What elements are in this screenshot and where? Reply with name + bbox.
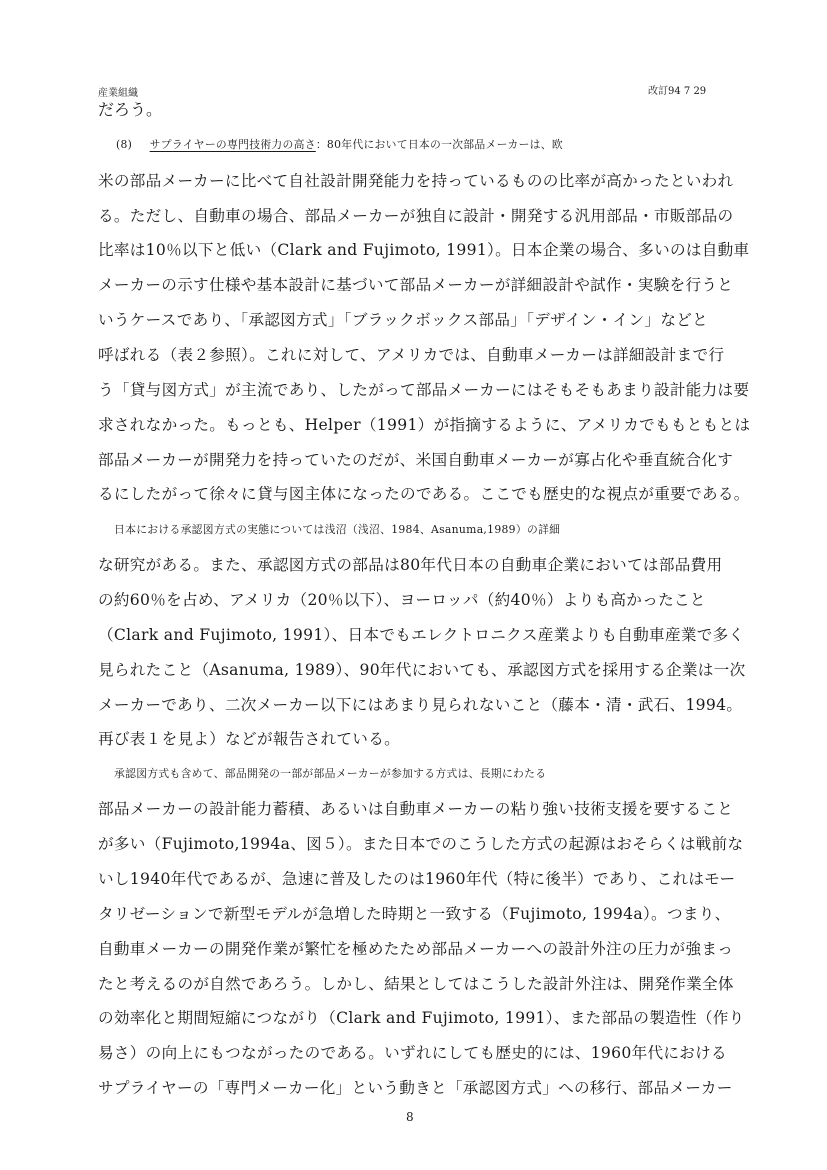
paragraph-1-line: る。ただし、自動車の場合、部品メーカーが独自に設計・開発する汎用部品・市販部品の <box>98 207 734 225</box>
header-revision-date: 改訂94 7 29 <box>648 86 707 97</box>
paragraph-2-line: 再び表１を見よ）などが報告されている。 <box>98 730 400 748</box>
paragraph-2-line: の約60％を占め、アメリカ（20％以下）、ヨーロッパ（約40％）よりも高かったこと <box>98 591 706 609</box>
paragraph-1-heading: サプライヤーの専門技術力の高さ <box>149 138 316 151</box>
paragraph-2-line: 見られたこと（Asanuma, 1989）、90年代においても、承認図方式を採用する企業は一次 <box>98 661 746 679</box>
paragraph-3-line: サプライヤーの「専門メーカー化」という動きと「承認図方式」への移行、部品メーカー <box>98 1079 733 1097</box>
header-section-label: 産業組織 <box>98 88 138 99</box>
paragraph-1-line: 比率は10％以下と低い（Clark and Fujimoto, 1991）。日本企業の場合、多いのは自動車 <box>98 241 750 259</box>
paragraph-1-line-1 <box>116 135 796 155</box>
paragraph-2-line: （Clark and Fujimoto, 1991）、日本でもエレクトロニクス産業よりも自動車産業で多く <box>98 626 745 644</box>
paragraph-2-line: 日本における承認図方式の実態については浅沼（浅沼、1984、Asanuma,1989）の詳細 <box>114 523 561 536</box>
page-number: 8 <box>406 1110 414 1124</box>
paragraph-3-line: たと考えるのが自然であろう。しかし、結果としてはこうした設計外注は、開発作業全体 <box>98 975 734 993</box>
paragraph-1-line: 部品メーカーが開発力を持っていたのだが、米国自動車メーカーが寡占化や垂直統合化す <box>98 451 734 469</box>
paragraph-1-line: 呼ばれる（表２参照）。これに対して、アメリカでは、自動車メーカーは詳細設計まで行 <box>98 346 725 364</box>
paragraph-3-line: の効率化と期間短縮につながり（Clark and Fujimoto, 1991）、また部品の製造性（作り <box>98 1009 745 1027</box>
paragraph-1-line: 米の部品メーカーに比べて自社設計開発能力を持っているものの比率が高かったといわれ <box>98 172 734 190</box>
paragraph-1-line: いうケースであり、「承認図方式」「ブラックボックス部品」「デザイン・イン」などと <box>98 311 709 329</box>
paragraph-1-line: う「貸与図方式」が主流であり、したがって部品メーカーにはそもそもあまり設計能力は要 <box>98 381 750 399</box>
paragraph-1-text: ：80年代において日本の一次部品メーカーは、欧 <box>315 138 563 151</box>
paragraph-3-line: 部品メーカーの設計能力蓄積、あるいは自動車メーカーの粘り強い技術支援を要すること <box>98 800 734 818</box>
paragraph-2-line: メーカーであり、二次メーカー以下にはあまり見られないこと（藤本・清・武石、1994。 <box>98 696 743 714</box>
paragraph-2-line: な研究がある。また、承認図方式の部品は80年代日本の自動車企業においては部品費用 <box>98 556 723 574</box>
paragraph-3-line: 易さ）の向上にもつながったのである。いずれにしても歴史的には、1960年代における <box>98 1044 727 1062</box>
paragraph-1-line: 求されなかった。もっとも、Helper（1991）が指摘するように、アメリカでももともとは <box>98 416 751 434</box>
paragraph-3-line: 承認図方式も含めて、部品開発の一部が部品メーカーが参加する方式は、長期にわたる <box>114 767 547 780</box>
paragraph-3-line: いし1940年代であるが、急速に普及したのは1960年代（特に後半）であり、これはモー <box>98 870 736 888</box>
continuation-text: だろう。 <box>98 100 163 119</box>
paragraph-3-line: タリゼーションで新型モデルが急増した時期と一致する（Fujimoto, 1994a）。つまり、 <box>98 905 731 923</box>
paragraph-3-line: が多い（Fujimoto,1994a、図５）。また日本でのこうした方式の起源はおそらくは戦前な <box>98 835 744 853</box>
paragraph-3-line: 自動車メーカーの開発作業が繁忙を極めたため部品メーカーへの設計外注の圧力が強まっ <box>98 940 734 958</box>
paragraph-1-label: (8) <box>116 138 133 151</box>
paragraph-1-line: るにしたがって徐々に貸与図主体になったのである。ここでも歴史的な視点が重要である。 <box>98 485 750 503</box>
paragraph-1-line: メーカーの示す仕様や基本設計に基づいて部品メーカーが詳細設計や試作・実験を行うと <box>98 276 734 294</box>
